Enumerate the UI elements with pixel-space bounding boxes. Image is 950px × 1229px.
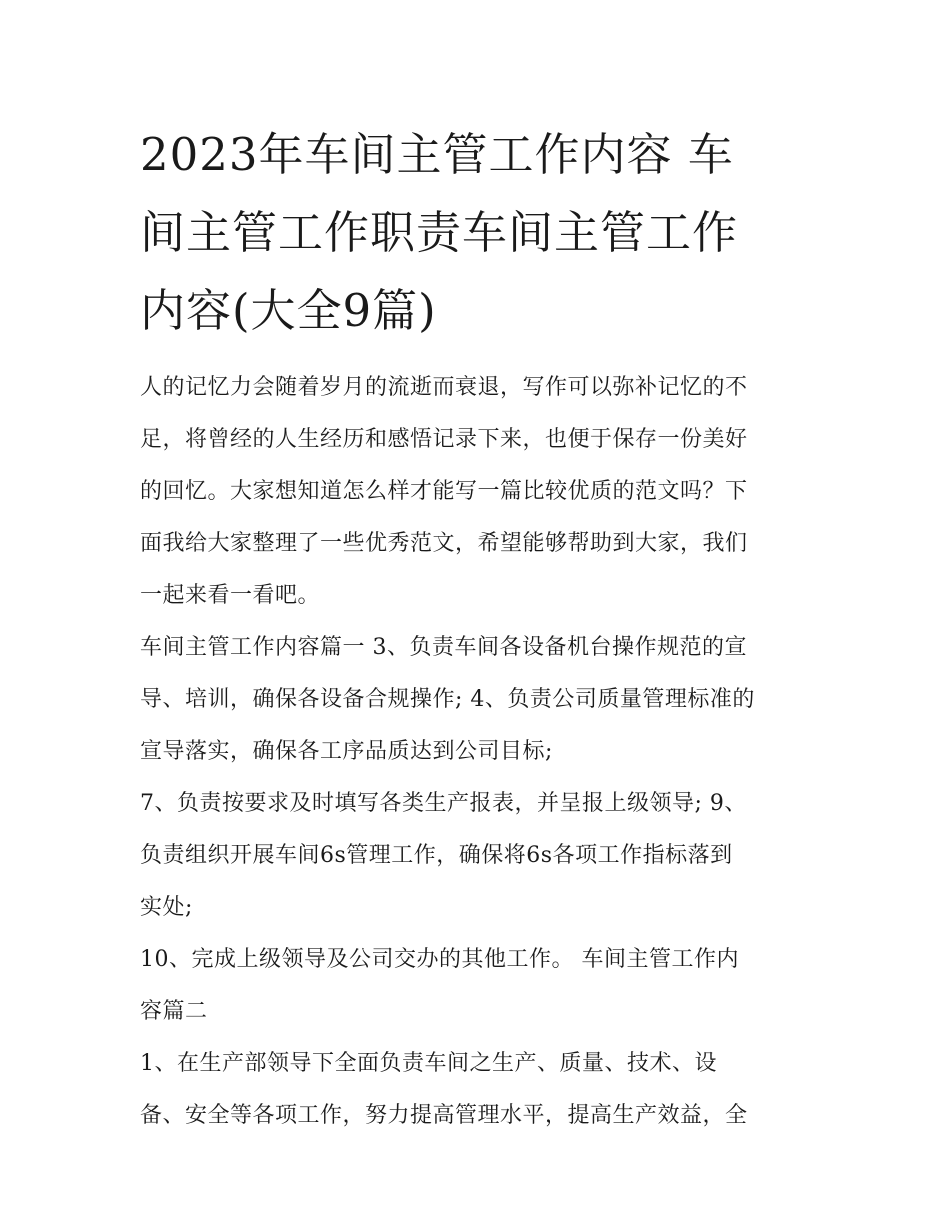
text-line: 10、完成上级领导及公司交办的其他工作。 车间主管工作内 xyxy=(140,947,739,972)
title-line: 内容(大全9篇) xyxy=(140,284,437,337)
text-line: 7、负责按要求及时填写各类生产报表，并呈报上级领导; 9、 xyxy=(140,791,747,816)
text-line: 足，将曾经的人生经历和感悟记录下来，也便于保存一份美好 xyxy=(140,427,748,452)
title-line: 2023年车间主管工作内容 车 xyxy=(140,128,734,181)
text-line: 宣导落实，确保各工序品质达到公司目标; xyxy=(140,739,553,764)
title-line: 间主管工作职责车间主管工作 xyxy=(140,206,739,259)
text-line: 导、培训，确保各设备合规操作; 4、负责公司质量管理标准的 xyxy=(140,687,755,712)
text-line: 实处; xyxy=(140,895,193,920)
text-line: 1、在生产部领导下全面负责车间之生产、质量、技术、设 xyxy=(140,1051,717,1076)
section-one-paragraph xyxy=(140,622,820,778)
text-line: 车间主管工作内容篇一 3、负责车间各设备机台操作规范的宣 xyxy=(140,635,747,660)
section-two-paragraph xyxy=(140,934,820,1038)
text-line: 备、安全等各项工作，努力提高管理水平，提高生产效益，全 xyxy=(140,1103,748,1128)
duty-paragraph xyxy=(140,778,820,934)
document-page xyxy=(140,116,820,1142)
intro-paragraph xyxy=(140,362,820,622)
text-line: 的回忆。大家想知道怎么样才能写一篇比较优质的范文吗？下 xyxy=(140,479,748,504)
responsibility-paragraph xyxy=(140,1038,820,1142)
text-line: 负责组织开展车间6s管理工作，确保将6s各项工作指标落到 xyxy=(140,843,733,868)
document-title xyxy=(140,116,820,350)
text-line: 一起来看一看吧。 xyxy=(140,583,321,608)
document-body xyxy=(140,362,820,1142)
text-line: 人的记忆力会随着岁月的流逝而衰退，写作可以弥补记忆的不 xyxy=(140,375,748,400)
text-line: 容篇二 xyxy=(140,999,208,1024)
text-line: 面我给大家整理了一些优秀范文，希望能够帮助到大家，我们 xyxy=(140,531,748,556)
